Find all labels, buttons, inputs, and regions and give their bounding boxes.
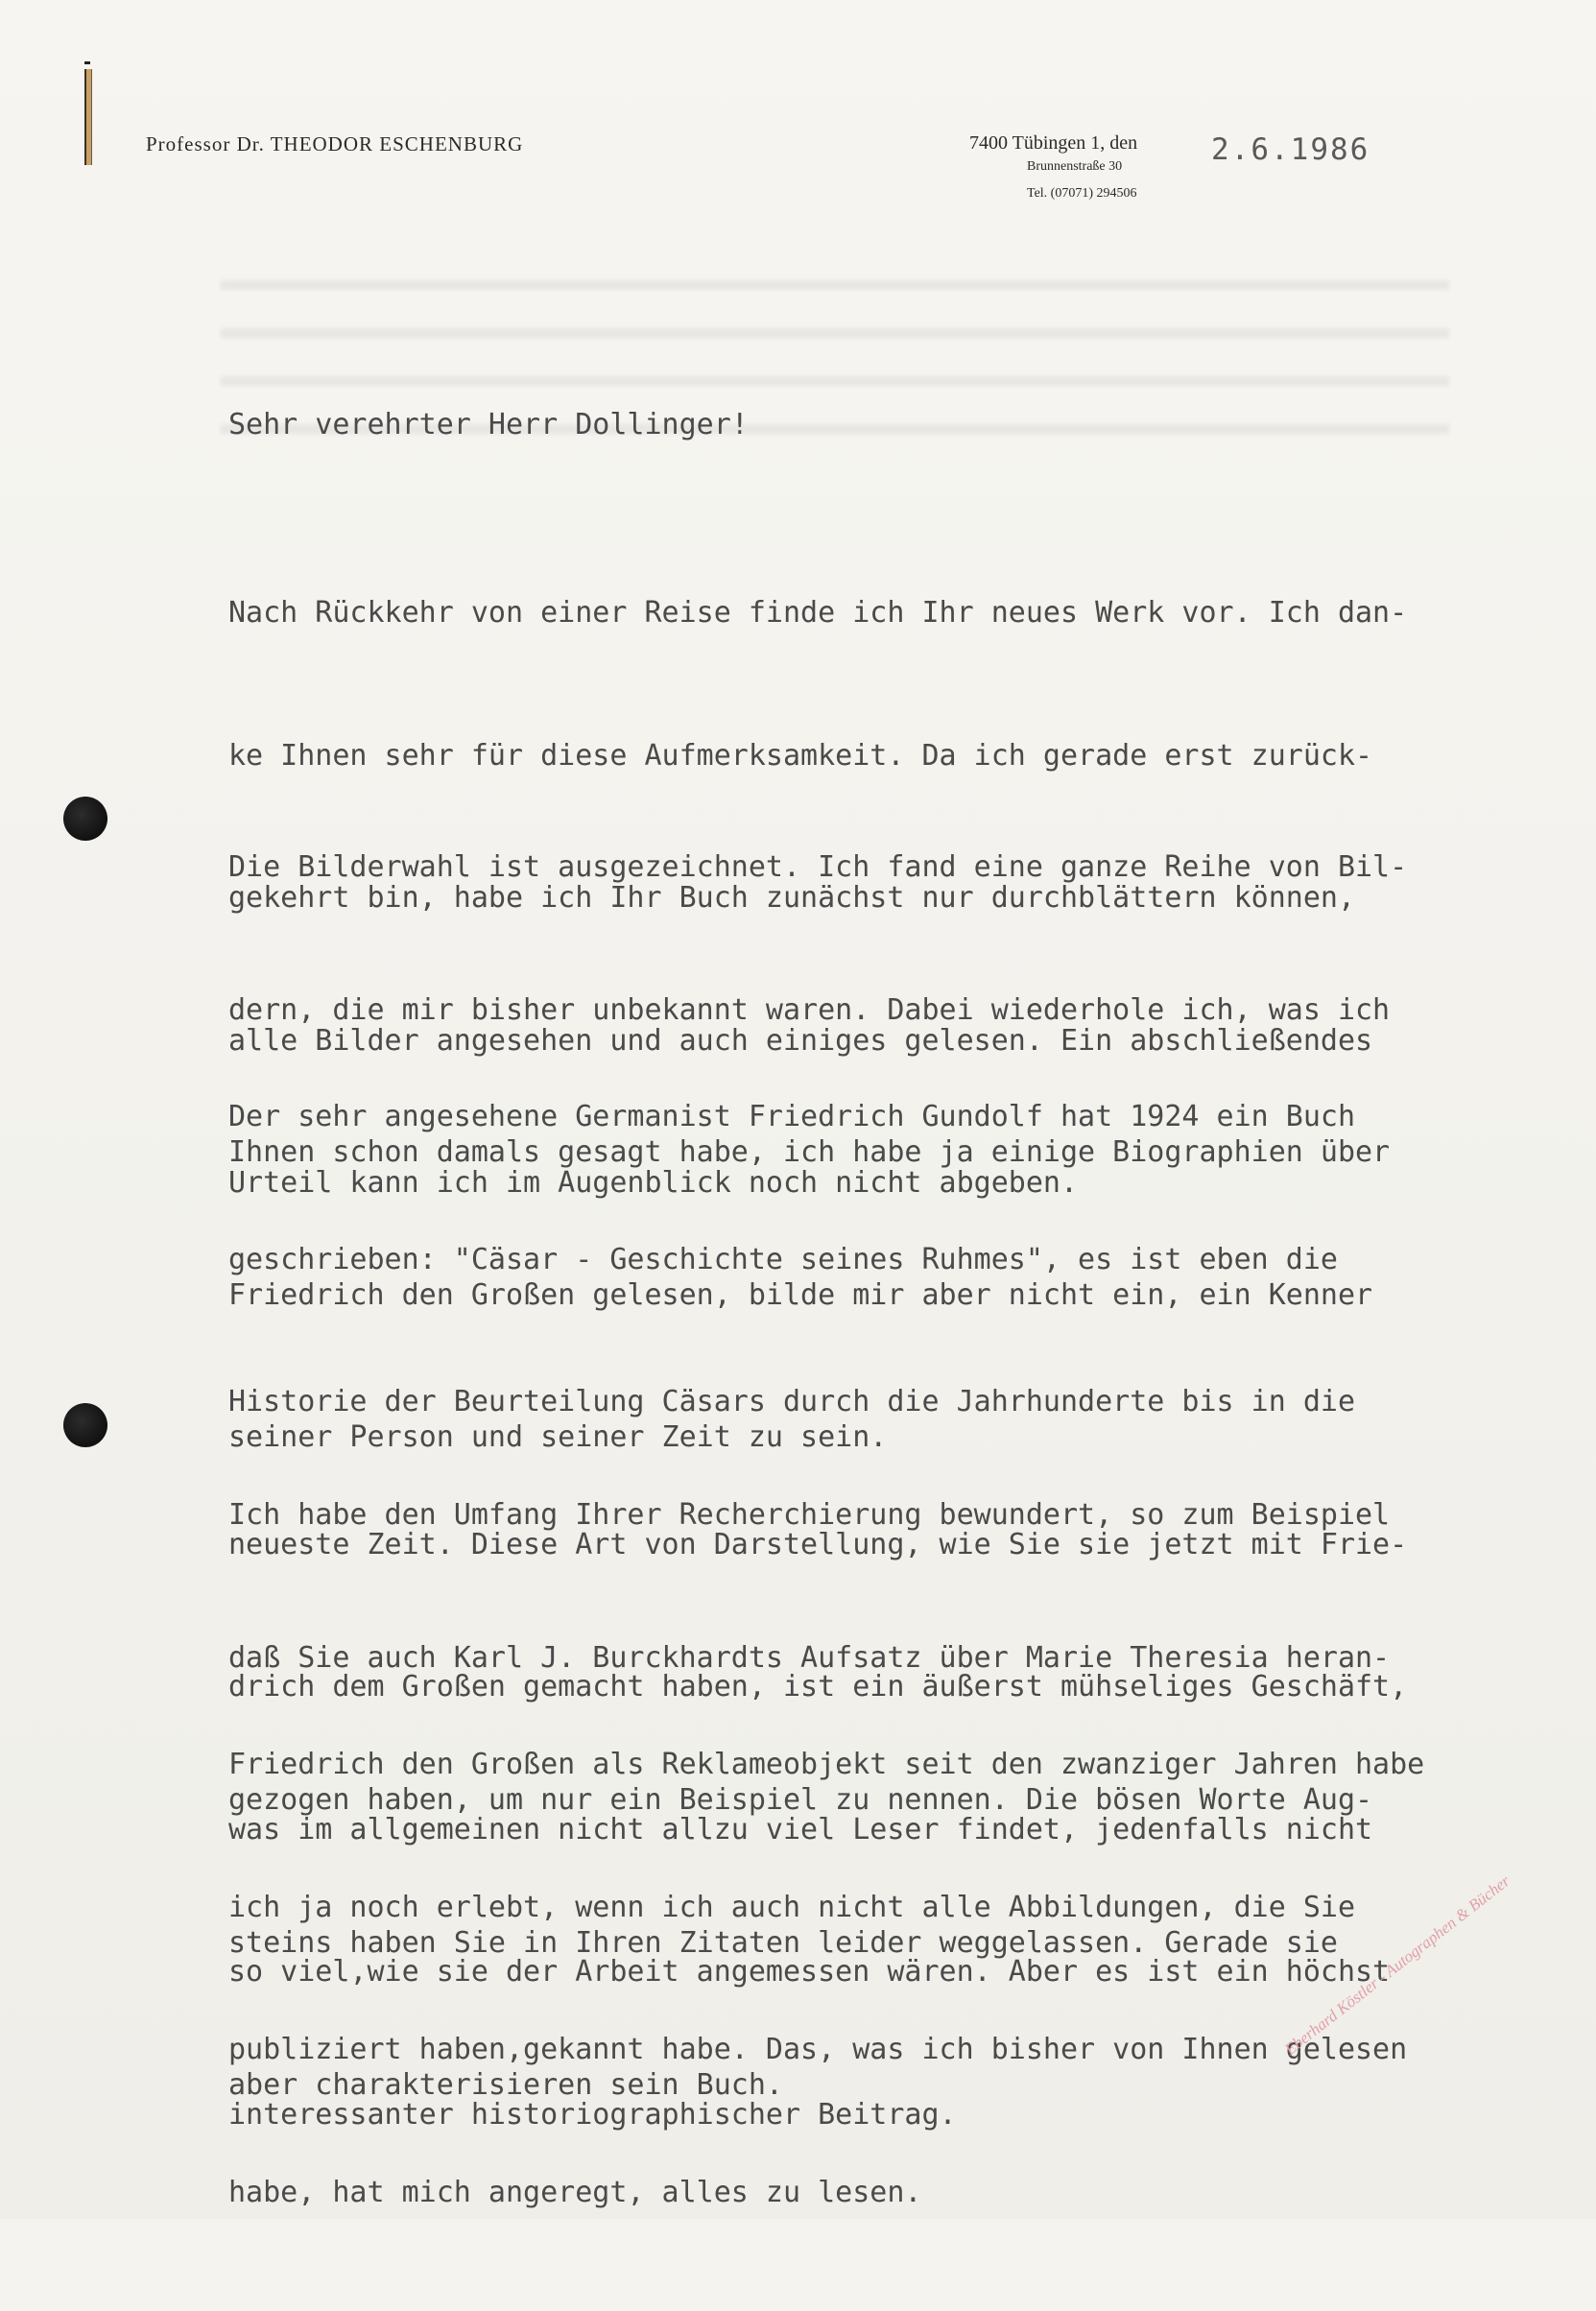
text-line: daß Sie auch Karl J. Burckhardts Aufsatz über Marie Theresia heran-	[228, 1640, 1391, 1675]
text-line: Nach Rückkehr von einer Reise finde ich Ihr neues Werk vor. Ich dan-	[228, 596, 1408, 630]
text-line: steins haben Sie in Ihren Zitaten leider weggelassen. Gerade sie	[228, 1925, 1338, 1960]
text-line: Friedrich den Großen gelesen, bilde mir aber nicht ein, ein Kenner	[228, 1277, 1373, 1312]
text-line: Ihnen schon damals gesagt habe, ich habe ja einige Biographien über	[228, 1135, 1391, 1169]
salutation: Sehr verehrter Herr Dollinger!	[228, 408, 749, 441]
text-line: Ich habe den Umfang Ihrer Recherchierung bewundert, so zum Beispiel	[228, 1498, 1391, 1532]
text-line: Historie der Beurteilung Cäsars durch die Jahrhunderte bis in die	[228, 1385, 1355, 1418]
text-line: habe, hat mich angeregt, alles zu lesen.	[228, 2175, 922, 2209]
punch-hole-top	[63, 797, 107, 841]
text-line: interessanter historiographischer Beitrag.	[228, 2097, 957, 2132]
letterhead-telephone: Tel. (07071) 294506	[1027, 186, 1137, 201]
text-line: alle Bilder angesehen und auch einiges gelesen. Ein abschließendes	[228, 1023, 1373, 1058]
text-line: Urteil kann ich im Augenblick noch nicht abgeben.	[228, 1166, 1079, 1200]
text-line: aber charakterisieren sein Buch.	[228, 2068, 783, 2102]
text-line: Friedrich den Großen als Reklameobjekt seit den zwanziger Jahren habe	[228, 1748, 1425, 1781]
text-line: ich ja noch erlebt, wenn ich auch nicht alle Abbildungen, die Sie	[228, 1890, 1355, 1924]
text-line: Die Bilderwahl ist ausgezeichnet. Ich fand eine ganze Reihe von Bil-	[228, 850, 1408, 884]
letter-date: 2.6.1986	[1211, 132, 1370, 167]
text-line: geschrieben: "Cäsar - Geschichte seines Ruhmes", es ist eben die	[228, 1242, 1338, 1276]
text-line: neueste Zeit. Diese Art von Darstellung, wie Sie sie jetzt mit Frie-	[228, 1527, 1408, 1561]
text-line: was im allgemeinen nicht allzu viel Leser findet, jedenfalls nicht	[228, 1812, 1373, 1846]
punch-hole-bottom	[63, 1403, 107, 1447]
text-line: Der sehr angesehene Germanist Friedrich Gundolf hat 1924 ein Buch	[228, 1100, 1355, 1133]
paragraph-5	[228, 1646, 1424, 2311]
dealer-watermark: Eberhard Köstler - Autographen & Bücher	[1281, 1871, 1513, 2059]
text-line: ke Ihnen sehr für diese Aufmerksamkeit. Da ich gerade erst zurück-	[228, 738, 1373, 773]
text-line: dern, die mir bisher unbekannt waren. Dabei wiederhole ich, was ich	[228, 992, 1391, 1027]
text-line: drich dem Großen gemacht haben, ist ein äußerst mühseliges Geschäft,	[228, 1670, 1408, 1703]
text-line: gezogen haben, um nur ein Beispiel zu nennen. Die bösen Worte Aug-	[228, 1783, 1373, 1817]
letterhead-street: Brunnenstraße 30	[1027, 159, 1123, 174]
text-line: gekehrt bin, habe ich Ihr Buch zunächst nur durchblättern können,	[228, 881, 1355, 915]
text-line: publiziert haben,gekannt habe. Das, was ich bisher von Ihnen gelesen	[228, 2033, 1408, 2066]
text-line: so viel,wie sie der Arbeit angemessen wären. Aber es ist ein höchst	[228, 1955, 1391, 1989]
binder-clip-mark	[84, 69, 92, 165]
letterhead-name: Professor Dr. THEODOR ESCHENBURG	[146, 132, 524, 155]
letterhead-place: 7400 Tübingen 1, den	[969, 132, 1138, 154]
text-line: seiner Person und seiner Zeit zu sein.	[228, 1420, 888, 1454]
